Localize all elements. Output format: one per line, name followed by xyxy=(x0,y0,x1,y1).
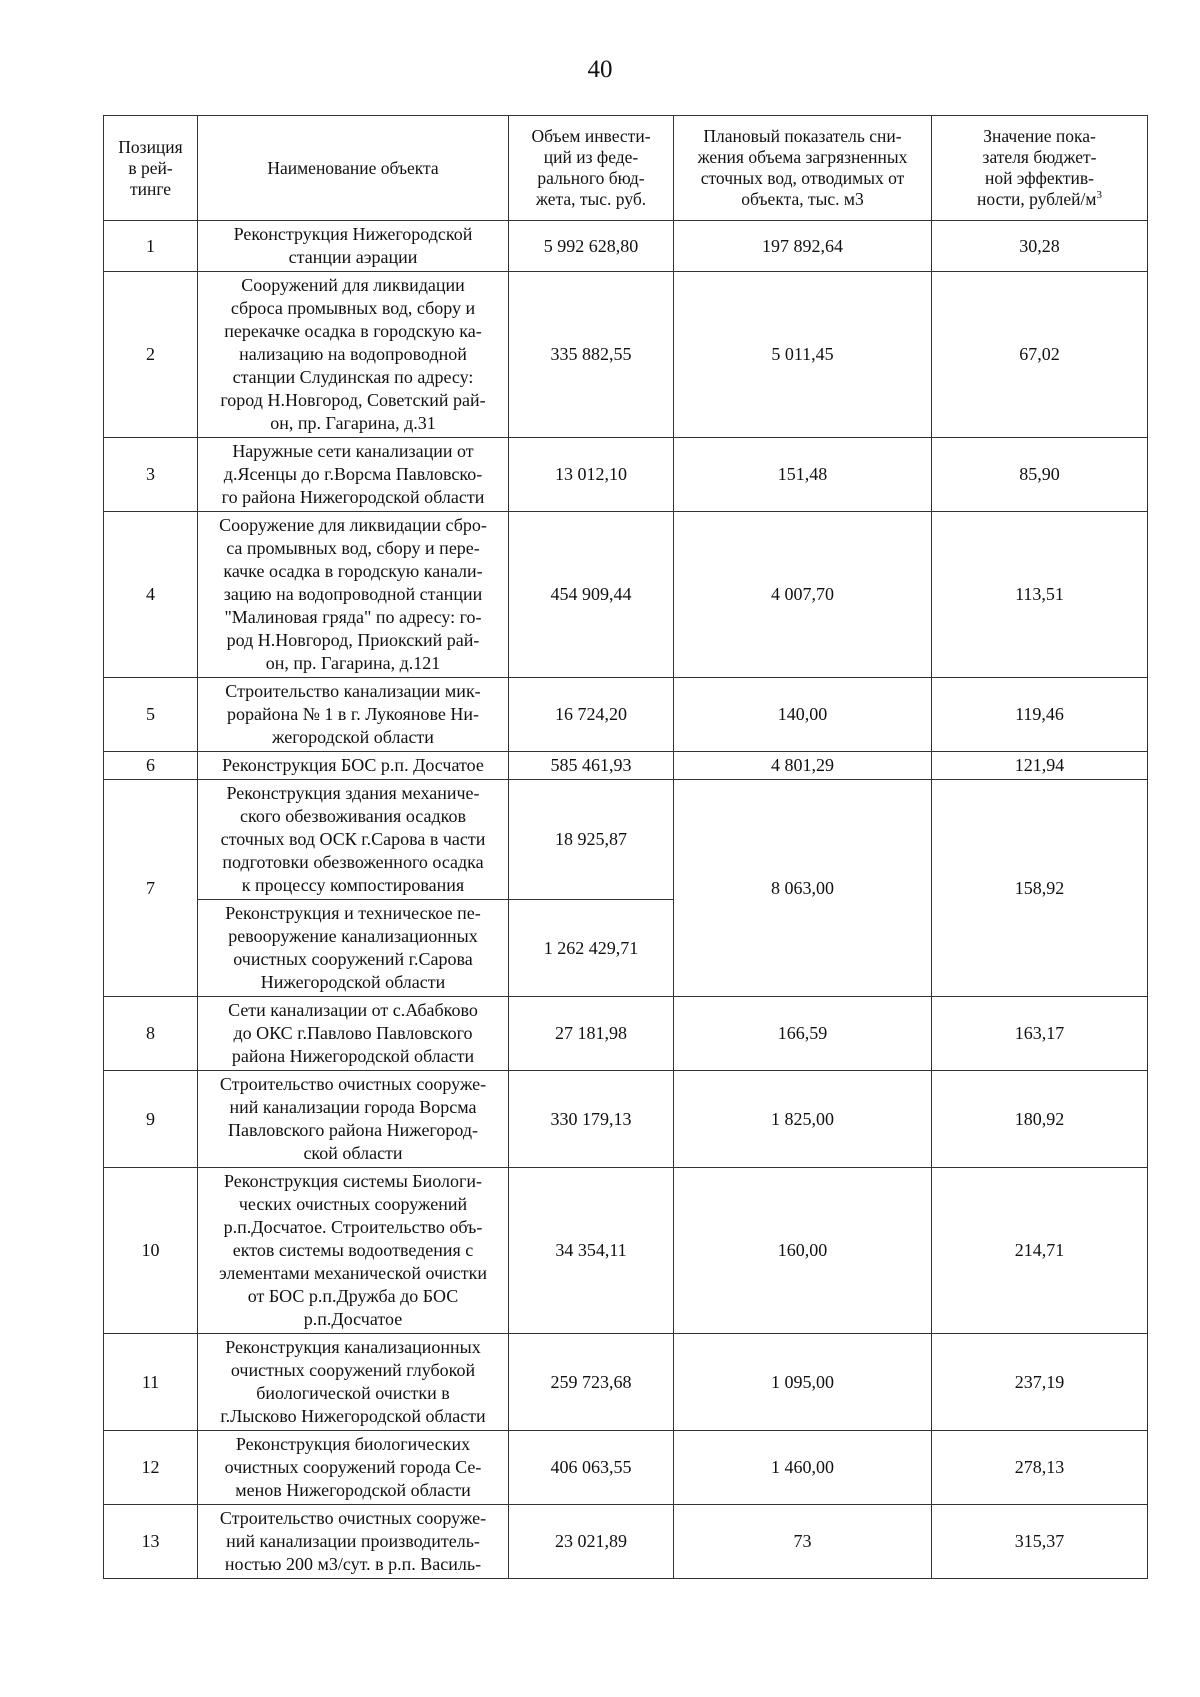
page-number: 40 xyxy=(587,56,613,83)
cell-object-name: Реконструкция и техническое пе- ревооружение канализационных очистных сооружений г.Сарова Нижегородской области xyxy=(198,900,509,997)
table-row xyxy=(104,997,1148,1071)
cell-efficiency: 113,51 xyxy=(932,512,1148,678)
cell-investment: 454 909,44 xyxy=(509,512,674,678)
cell-reduction: 166,59 xyxy=(674,997,932,1071)
table-row xyxy=(104,1334,1148,1431)
cell-investment: 259 723,68 xyxy=(509,1334,674,1431)
cell-object-name: Сети канализации от с.Абабково до ОКС г.Павлово Павловского района Нижегородской области xyxy=(198,997,509,1071)
cell-position: 11 xyxy=(104,1334,198,1431)
rating-table xyxy=(103,115,1148,1579)
cell-reduction: 140,00 xyxy=(674,678,932,752)
cell-position: 10 xyxy=(104,1168,198,1334)
cell-investment: 585 461,93 xyxy=(509,752,674,780)
cell-object-name: Сооружение для ликвидации сбро- са промывных вод, сбору и пере- качке осадка в городскую канали- зацию на водопроводной станции "Малиновая гряда" по адресу: го- род Н.Новгород, Приокский рай- он, пр. Гагарина, д.121 xyxy=(198,512,509,678)
cell-position: 1 xyxy=(104,221,198,272)
table-row xyxy=(104,1431,1148,1505)
header-efficiency-label: Значение пока- зателя бюджет- ной эффектив- ности, рублей/м xyxy=(977,126,1097,209)
cell-reduction: 1 460,00 xyxy=(674,1431,932,1505)
cell-reduction: 8 063,00 xyxy=(674,780,932,997)
cell-efficiency: 214,71 xyxy=(932,1168,1148,1334)
header-reduction: Плановый показатель сни- жения объема загрязненных сточных вод, отводимых от объекта, тыс. м3 xyxy=(674,116,932,221)
cell-position: 6 xyxy=(104,752,198,780)
cell-efficiency: 30,28 xyxy=(932,221,1148,272)
cell-position: 8 xyxy=(104,997,198,1071)
cell-reduction: 197 892,64 xyxy=(674,221,932,272)
header-investment: Объем инвести- ций из феде- рального бюд- жета, тыс. руб. xyxy=(509,116,674,221)
header-efficiency xyxy=(932,116,1148,221)
table-row xyxy=(104,272,1148,438)
cell-investment: 27 181,98 xyxy=(509,997,674,1071)
header-object-name: Наименование объекта xyxy=(198,116,509,221)
cell-object-name: Реконструкция биологических очистных сооружений города Се- менов Нижегородской области xyxy=(198,1431,509,1505)
cell-efficiency: 315,37 xyxy=(932,1505,1148,1579)
cell-efficiency: 278,13 xyxy=(932,1431,1148,1505)
cell-investment: 16 724,20 xyxy=(509,678,674,752)
cell-object-name: Реконструкция здания механиче- ского обезвоживания осадков сточных вод ОСК г.Сарова в части подготовки обезвоженного осадка к процессу компостирования xyxy=(198,780,509,900)
cell-object-name: Сооружений для ликвидации сброса промывных вод, сбору и перекачке осадка в городскую ка- нализацию на водопроводной станции Слудинская по адресу: город Н.Новгород, Советский рай- он, пр. Гагарина, д.31 xyxy=(198,272,509,438)
cell-investment: 23 021,89 xyxy=(509,1505,674,1579)
cell-investment: 18 925,87 xyxy=(509,780,674,900)
cell-object-name: Реконструкция Нижегородской станции аэрации xyxy=(198,221,509,272)
cell-investment: 5 992 628,80 xyxy=(509,221,674,272)
cell-object-name: Реконструкция канализационных очистных сооружений глубокой биологической очистки в г.Лысково Нижегородской области xyxy=(198,1334,509,1431)
cell-reduction: 5 011,45 xyxy=(674,272,932,438)
cell-object-name: Реконструкция БОС р.п. Досчатое xyxy=(198,752,509,780)
cell-efficiency: 67,02 xyxy=(932,272,1148,438)
cell-reduction: 1 825,00 xyxy=(674,1071,932,1168)
cell-efficiency: 237,19 xyxy=(932,1334,1148,1431)
cell-position: 12 xyxy=(104,1431,198,1505)
cell-object-name: Наружные сети канализации от д.Ясенцы до г.Ворсма Павловско- го района Нижегородской области xyxy=(198,438,509,512)
cell-reduction: 160,00 xyxy=(674,1168,932,1334)
table-row xyxy=(104,1168,1148,1334)
table-row xyxy=(104,678,1148,752)
cell-position: 13 xyxy=(104,1505,198,1579)
cell-position: 9 xyxy=(104,1071,198,1168)
cell-efficiency: 163,17 xyxy=(932,997,1148,1071)
cell-object-name: Строительство очистных сооруже- ний канализации города Ворсма Павловского района Нижегород- ской области xyxy=(198,1071,509,1168)
table-row xyxy=(104,752,1148,780)
cell-reduction: 151,48 xyxy=(674,438,932,512)
cell-investment: 13 012,10 xyxy=(509,438,674,512)
cell-position: 4 xyxy=(104,512,198,678)
cell-reduction: 73 xyxy=(674,1505,932,1579)
cell-efficiency: 180,92 xyxy=(932,1071,1148,1168)
cell-position: 7 xyxy=(104,780,198,997)
cell-efficiency: 121,94 xyxy=(932,752,1148,780)
header-row xyxy=(104,116,1148,221)
header-position: Позиция в рей- тинге xyxy=(104,116,198,221)
cell-investment: 330 179,13 xyxy=(509,1071,674,1168)
cell-object-name: Реконструкция системы Биологи- ческих очистных сооружений р.п.Досчатое. Строительство объ- ектов системы водоотведения с элементами механической очистки от БОС р.п.Дружба до БОС р.п.Досчатое xyxy=(198,1168,509,1334)
cell-investment: 335 882,55 xyxy=(509,272,674,438)
table-row xyxy=(104,512,1148,678)
cell-object-name: Строительство очистных сооруже- ний канализации производитель- ностью 200 м3/сут. в р.п. Василь- xyxy=(198,1505,509,1579)
cell-efficiency: 119,46 xyxy=(932,678,1148,752)
cell-object-name: Строительство канализации мик- рорайона № 1 в г. Лукоянове Ни- жегородской области xyxy=(198,678,509,752)
cell-position: 2 xyxy=(104,272,198,438)
header-efficiency-superscript: 3 xyxy=(1096,189,1102,202)
cell-reduction: 4 007,70 xyxy=(674,512,932,678)
table-row xyxy=(104,221,1148,272)
cell-reduction: 1 095,00 xyxy=(674,1334,932,1431)
table-row xyxy=(104,1071,1148,1168)
cell-investment: 1 262 429,71 xyxy=(509,900,674,997)
table-row xyxy=(104,1505,1148,1579)
cell-reduction: 4 801,29 xyxy=(674,752,932,780)
table-row xyxy=(104,780,1148,900)
cell-investment: 406 063,55 xyxy=(509,1431,674,1505)
cell-position: 3 xyxy=(104,438,198,512)
table-row xyxy=(104,438,1148,512)
cell-position: 5 xyxy=(104,678,198,752)
cell-efficiency: 158,92 xyxy=(932,780,1148,997)
cell-investment: 34 354,11 xyxy=(509,1168,674,1334)
cell-efficiency: 85,90 xyxy=(932,438,1148,512)
